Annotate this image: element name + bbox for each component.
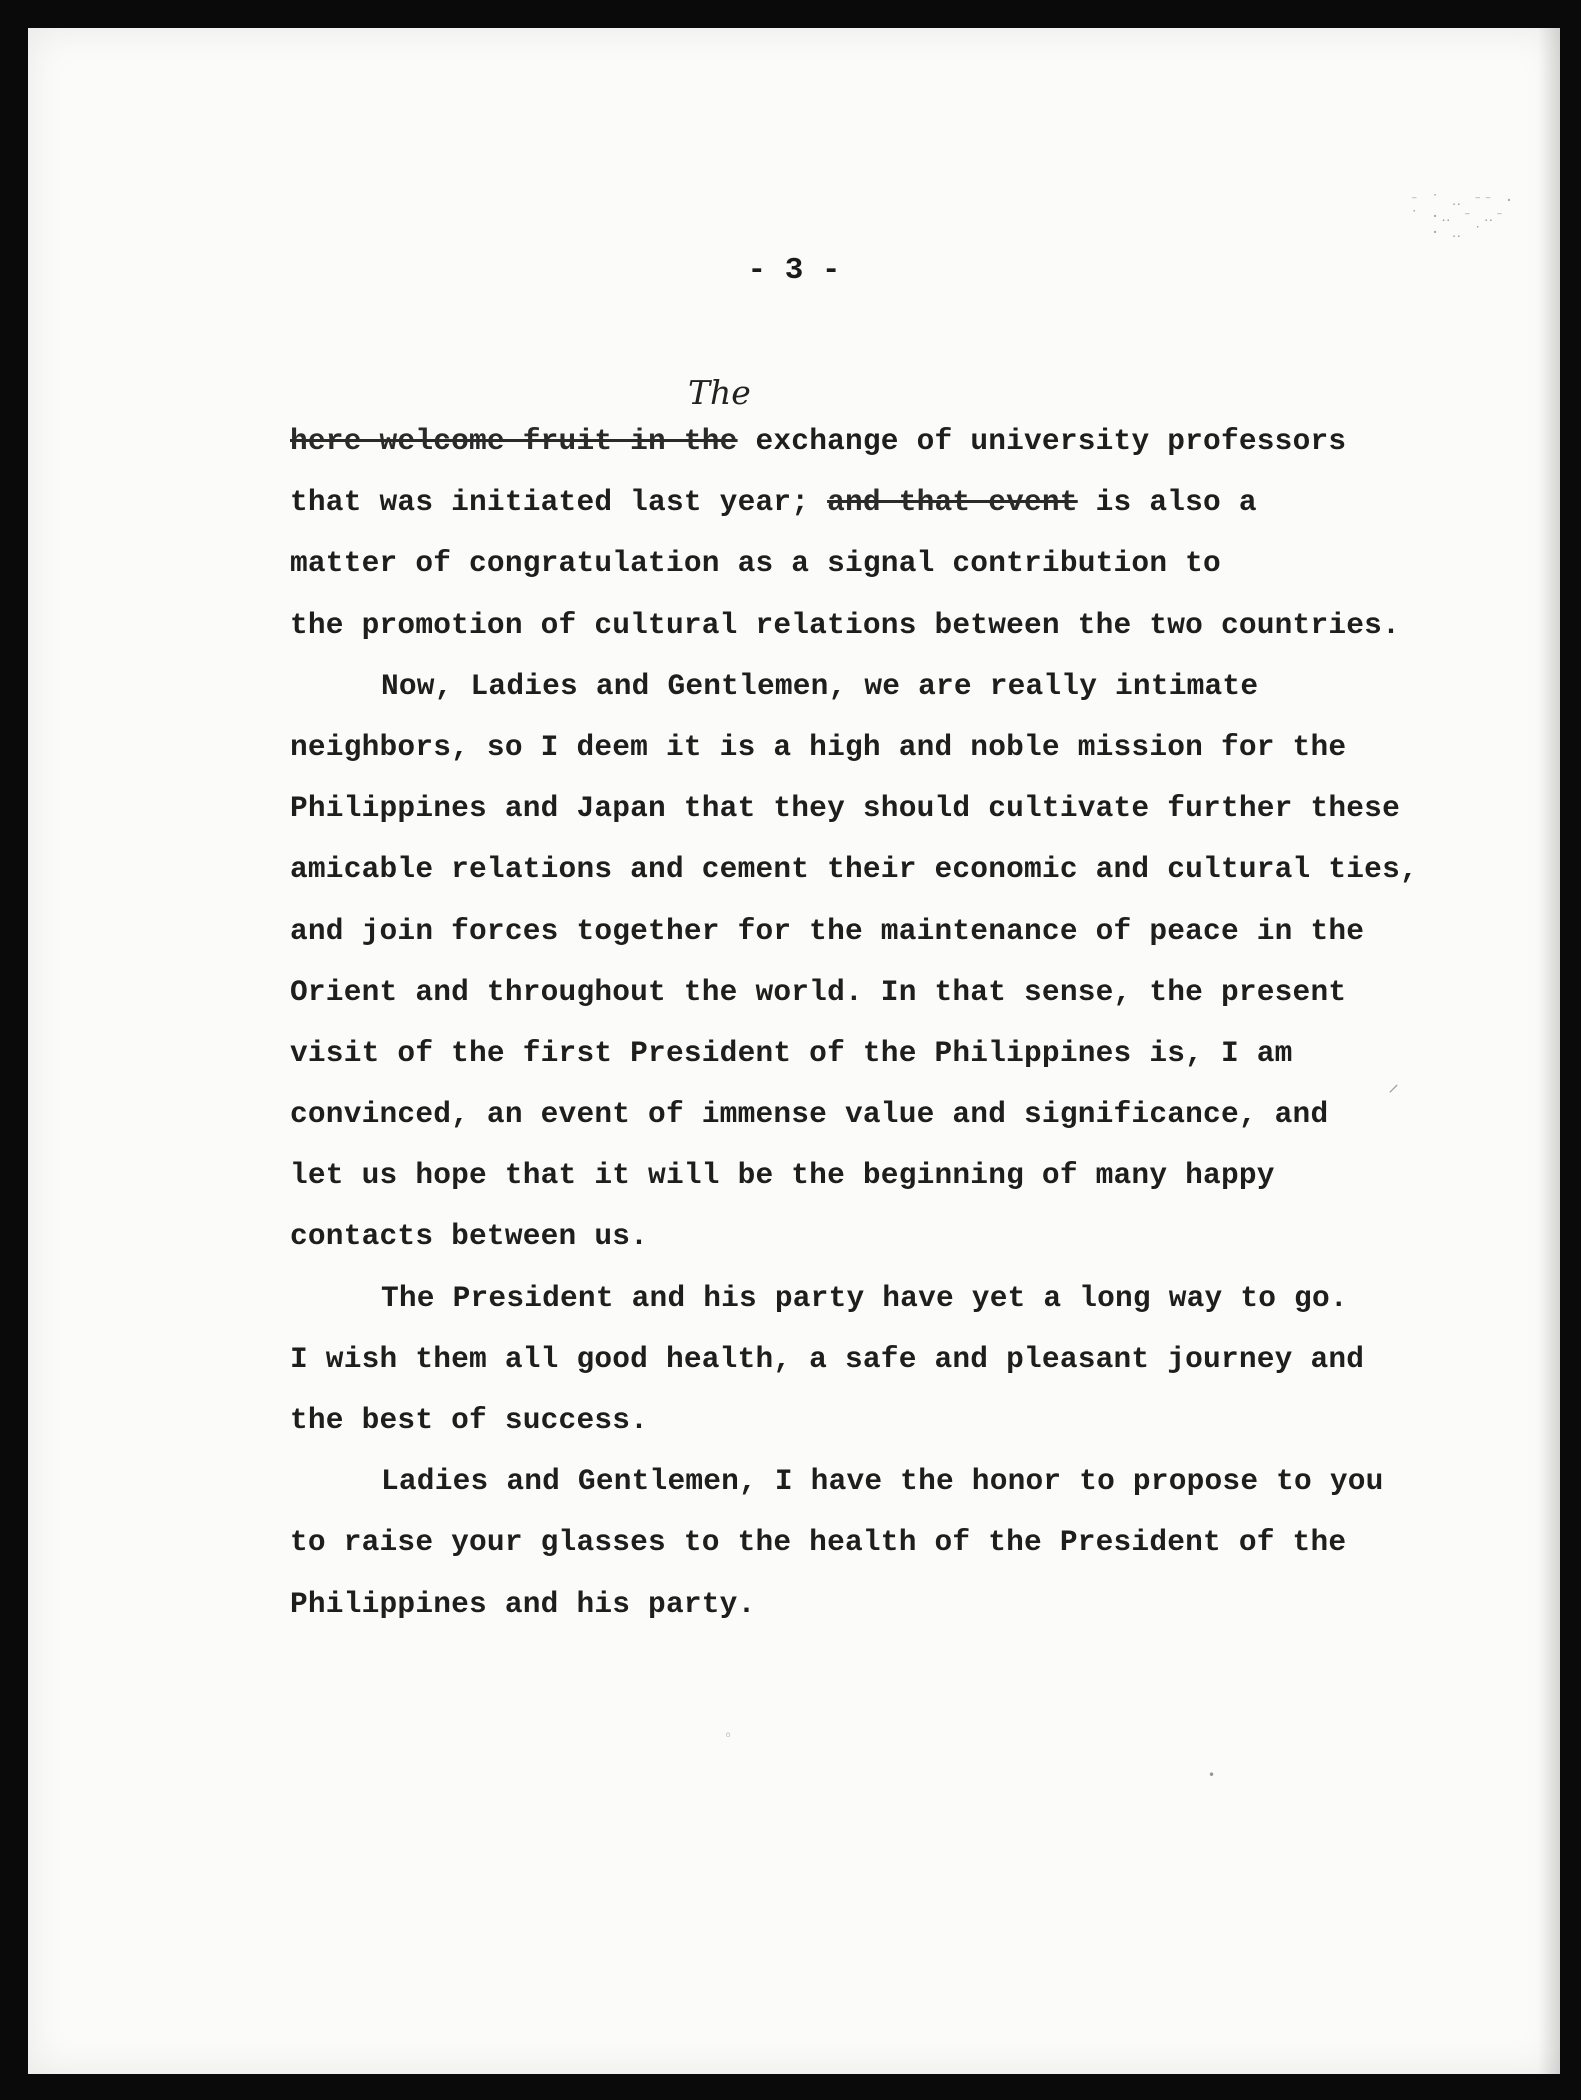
text-line: Orient and throughout the world. In that sense, the present (290, 974, 1347, 1009)
text-span: that was initiated last year; (290, 485, 810, 520)
text-line: the best of success. (290, 1403, 649, 1437)
page-number: - 3 - (747, 253, 841, 288)
text-span: is also a (1077, 485, 1257, 520)
handwritten-insertion: The (688, 373, 751, 412)
letter-body (290, 411, 1490, 1635)
document-page (28, 28, 1560, 2074)
stray-dot: ◦ (724, 1728, 733, 1744)
struck-text: here welcome fruit in the (290, 424, 738, 458)
text-line: I wish them all good health, a safe and pleasant journey and (290, 1341, 1365, 1376)
page-edge-shadow (1538, 28, 1560, 2074)
struck-text: and that event (827, 485, 1078, 520)
text-span: exchange of university professors (737, 424, 1347, 458)
text-line: contacts between us. (290, 1219, 649, 1254)
stray-pen-mark: ⸝ (1388, 1072, 1400, 1097)
text-line: Now, Ladies and Gentlemen, we are really intimate (381, 668, 1259, 703)
text-line: convinced, an event of immense value and significance, and (290, 1097, 1329, 1132)
text-line: and join forces together for the maintenance of peace in the (290, 913, 1365, 948)
text-line: Ladies and Gentlemen, I have the honor to propose to you (381, 1464, 1384, 1499)
text-line (290, 472, 1490, 533)
stray-dot: • (1208, 1768, 1216, 1782)
text-line: Philippines and Japan that they should cultivate further these (290, 791, 1400, 826)
text-line: to raise your glasses to the health of the President of the (290, 1525, 1347, 1560)
text-line: neighbors, so I deem it is a high and noble mission for the (290, 729, 1347, 764)
scan-specks: ⁻ ˙ ‥ ⁻⁻ · ˙ ·‥ ⁻ ‥⁻ · ‥ ˙ (1410, 193, 1516, 241)
text-line (290, 411, 1490, 472)
text-line: let us hope that it will be the beginning of many happy (290, 1158, 1275, 1193)
text-line: visit of the first President of the Philippines is, I am (290, 1035, 1293, 1070)
text-line: Philippines and his party. (290, 1586, 756, 1621)
text-line: matter of congratulation as a signal contribution to (290, 546, 1221, 581)
text-line: the promotion of cultural relations between the two countries. (290, 607, 1400, 642)
text-line: The President and his party have yet a long way to go. (381, 1280, 1348, 1315)
text-line: amicable relations and cement their economic and cultural ties, (290, 852, 1418, 887)
